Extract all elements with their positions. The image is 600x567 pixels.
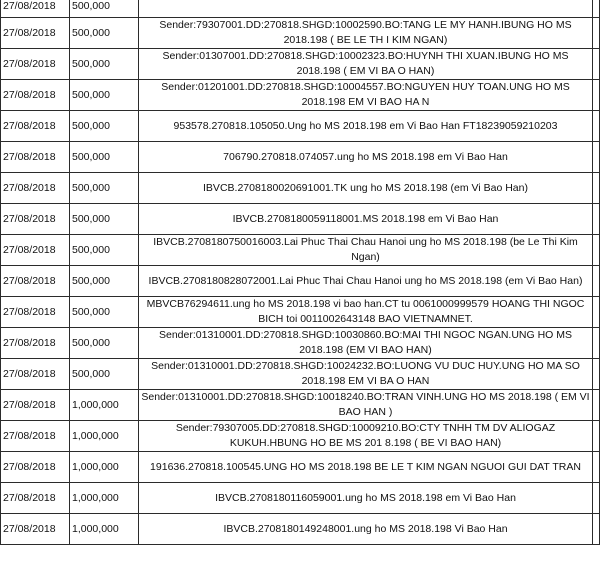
description-cell: IBVCB.2708180059118001.MS 2018.198 em Vi Bao Han: [139, 204, 593, 235]
date-cell: 27/08/2018: [1, 297, 70, 328]
table-row: [1, 266, 600, 297]
amount-cell: 500,000: [70, 18, 139, 49]
edge-cell: [593, 514, 600, 545]
edge-cell: [593, 297, 600, 328]
description-cell: Sender:01307001.DD:270818.SHGD:10002323.BO:HUYNH THI XUAN.IBUNG HO MS 2018.198 ( EM VI BA O HAN): [139, 49, 593, 80]
edge-cell: [593, 328, 600, 359]
edge-cell: [593, 80, 600, 111]
description-cell: [139, 0, 593, 18]
edge-cell: [593, 266, 600, 297]
date-cell: 27/08/2018: [1, 142, 70, 173]
amount-cell: 1,000,000: [70, 514, 139, 545]
amount-cell: 500,000: [70, 111, 139, 142]
amount-cell: 500,000: [70, 49, 139, 80]
description-cell: Sender:79307001.DD:270818.SHGD:10002590.BO:TANG LE MY HANH.IBUNG HO MS 2018.198 ( BE LE TH I KIM NGAN): [139, 18, 593, 49]
date-cell: 27/08/2018: [1, 173, 70, 204]
amount-cell: 1,000,000: [70, 421, 139, 452]
description-cell: MBVCB76294611.ung ho MS 2018.198 vi bao han.CT tu 0061000999579 HOANG THI NGOC BICH toi 0011002643148 BAO VIETNAMNET.: [139, 297, 593, 328]
description-cell: Sender:01310001.DD:270818.SHGD:10024232.BO:LUONG VU DUC HUY.UNG HO MA SO 2018.198 EM VI BA O HAN: [139, 359, 593, 390]
amount-cell: 500,000: [70, 173, 139, 204]
amount-cell: 500,000: [70, 80, 139, 111]
date-cell: 27/08/2018: [1, 514, 70, 545]
description-cell: Sender:01310001.DD:270818.SHGD:10030860.BO:MAI THI NGOC NGAN.UNG HO MS 2018.198 (EM VI BAO HAN): [139, 328, 593, 359]
description-cell: 191636.270818.100545.UNG HO MS 2018.198 BE LE T KIM NGAN NGUOI GUI DAT TRAN: [139, 452, 593, 483]
date-cell: 27/08/2018: [1, 204, 70, 235]
table-row: [1, 483, 600, 514]
edge-cell: [593, 111, 600, 142]
edge-cell: [593, 235, 600, 266]
table-row: [1, 49, 600, 80]
edge-cell: [593, 452, 600, 483]
date-cell: 27/08/2018: [1, 266, 70, 297]
description-cell: Sender:01201001.DD:270818.SHGD:10004557.BO:NGUYEN HUY TOAN.UNG HO MS 2018.198 EM VI BAO HA N: [139, 80, 593, 111]
table-row: [1, 142, 600, 173]
description-cell: Sender:01310001.DD:270818.SHGD:10018240.BO:TRAN VINH.UNG HO MS 2018.198 ( EM VI BAO HAN ): [139, 390, 593, 421]
amount-cell: 500,000: [70, 142, 139, 173]
table-row: [1, 421, 600, 452]
table-row: [1, 173, 600, 204]
description-cell: IBVCB.2708180020691001.TK ung ho MS 2018.198 (em Vi Bao Han): [139, 173, 593, 204]
table-row: [1, 0, 600, 18]
date-cell: 27/08/2018: [1, 235, 70, 266]
description-cell: IBVCB.2708180750016003.Lai Phuc Thai Chau Hanoi ung ho MS 2018.198 (be Le Thi Kim Ngan): [139, 235, 593, 266]
date-cell: 27/08/2018: [1, 80, 70, 111]
table-row: [1, 235, 600, 266]
date-cell: 27/08/2018: [1, 483, 70, 514]
table-row: [1, 297, 600, 328]
description-cell: IBVCB.2708180828072001.Lai Phuc Thai Chau Hanoi ung ho MS 2018.198 (em Vi Bao Han): [139, 266, 593, 297]
amount-cell: 500,000: [70, 297, 139, 328]
table-row: [1, 390, 600, 421]
edge-cell: [593, 18, 600, 49]
date-cell: 27/08/2018: [1, 18, 70, 49]
table-row: [1, 18, 600, 49]
amount-cell: 500,000: [70, 328, 139, 359]
amount-cell: 1,000,000: [70, 452, 139, 483]
amount-cell: 500,000: [70, 204, 139, 235]
edge-cell: [593, 173, 600, 204]
edge-cell: [593, 483, 600, 514]
date-cell: 27/08/2018: [1, 452, 70, 483]
amount-cell: 1,000,000: [70, 483, 139, 514]
table-row: [1, 80, 600, 111]
amount-cell: 500,000: [70, 235, 139, 266]
description-cell: IBVCB.2708180149248001.ung ho MS 2018.198 Vi Bao Han: [139, 514, 593, 545]
date-cell: 27/08/2018: [1, 421, 70, 452]
description-cell: Sender:79307005.DD:270818.SHGD:10009210.BO:CTY TNHH TM DV ALIOGAZ KUKUH.HBUNG HO BE MS 201 8.198 ( BE VI BAO HAN): [139, 421, 593, 452]
edge-cell: [593, 0, 600, 18]
date-cell: 27/08/2018: [1, 359, 70, 390]
amount-cell: 500,000: [70, 359, 139, 390]
edge-cell: [593, 204, 600, 235]
table-row: [1, 204, 600, 235]
table-row: [1, 328, 600, 359]
table-row: [1, 359, 600, 390]
date-cell: 27/08/2018: [1, 111, 70, 142]
edge-cell: [593, 49, 600, 80]
table-row: [1, 111, 600, 142]
date-cell: 27/08/2018: [1, 390, 70, 421]
edge-cell: [593, 359, 600, 390]
date-cell: 27/08/2018: [1, 328, 70, 359]
date-cell: 27/08/2018: [1, 0, 70, 18]
description-cell: IBVCB.2708180116059001.ung ho MS 2018.198 em Vi Bao Han: [139, 483, 593, 514]
transactions-body: [1, 0, 600, 545]
table-row: [1, 452, 600, 483]
amount-cell: 500,000: [70, 266, 139, 297]
amount-cell: 1,000,000: [70, 390, 139, 421]
edge-cell: [593, 421, 600, 452]
description-cell: 953578.270818.105050.Ung ho MS 2018.198 em Vi Bao Han FT18239059210203: [139, 111, 593, 142]
edge-cell: [593, 142, 600, 173]
edge-cell: [593, 390, 600, 421]
description-cell: 706790.270818.074057.ung ho MS 2018.198 em Vi Bao Han: [139, 142, 593, 173]
date-cell: 27/08/2018: [1, 49, 70, 80]
amount-cell: 500,000: [70, 0, 139, 18]
table-row: [1, 514, 600, 545]
